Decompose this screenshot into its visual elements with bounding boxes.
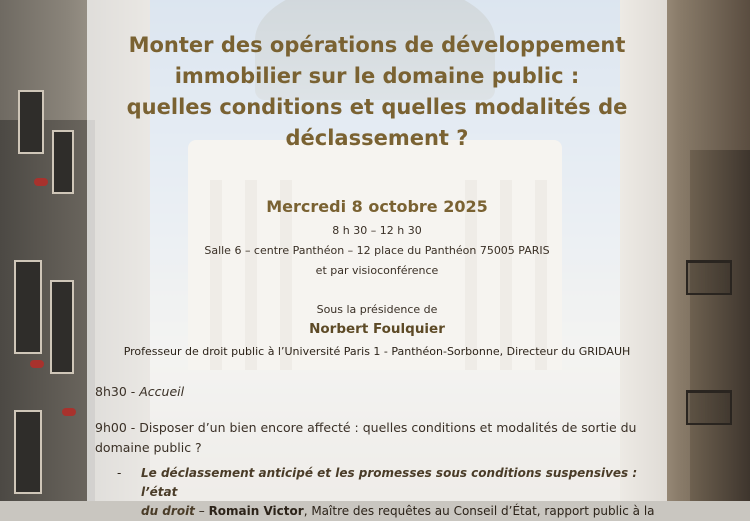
subitem-text — [141, 464, 662, 521]
flower-box — [30, 360, 44, 368]
bullet-dash: - — [117, 466, 122, 480]
title-line: immobilier sur le domaine public : — [174, 64, 580, 88]
window — [18, 90, 44, 154]
balcony — [686, 390, 732, 425]
window — [14, 410, 42, 494]
speaker-role: , Maître des requêtes au Conseil d’État, rapport public à la — [303, 504, 655, 518]
title-line: Monter des opérations de développement — [128, 33, 626, 57]
balcony — [686, 260, 732, 295]
program-label-cont: domaine public ? — [95, 440, 202, 455]
event-remote: et par visioconférence — [315, 264, 439, 277]
program-item-session-1 — [95, 418, 660, 458]
window — [52, 130, 74, 194]
program-label: Accueil — [139, 384, 185, 399]
right-building-shadow — [690, 150, 750, 501]
program-label: Disposer d’un bien encore affecté : quelles conditions et modalités de sortie du — [139, 420, 637, 435]
invitation-content — [87, 0, 667, 518]
presidency-intro: Sous la présidence de — [316, 303, 438, 316]
president-name: Norbert Foulquier — [309, 321, 445, 337]
event-title — [87, 30, 667, 154]
subitem-topic: Le déclassement anticipé et les promesses sous conditions suspensives : l’état — [141, 466, 638, 499]
event-time: 8 h 30 – 12 h 30 — [332, 224, 422, 237]
flower-box — [62, 408, 76, 416]
window — [50, 280, 74, 374]
event-date: Mercredi 8 octobre 2025 — [266, 197, 488, 216]
program-time: 9h00 - — [95, 420, 136, 435]
separator: – — [194, 504, 209, 518]
title-line: déclassement ? — [285, 126, 469, 150]
speaker-name: Romain Victor — [208, 504, 304, 518]
program-subitem — [117, 464, 662, 521]
flower-box — [34, 178, 48, 186]
program-item-accueil — [95, 382, 184, 402]
president-title: Professeur de droit public à l’Université Paris 1 - Panthéon-Sorbonne, Directeur du GRIDAUH — [123, 345, 631, 358]
subitem-topic-cont: du droit — [141, 504, 195, 518]
window — [14, 260, 42, 354]
title-line: quelles conditions et quelles modalités de — [126, 95, 628, 119]
event-venue: Salle 6 – centre Panthéon – 12 place du Panthéon 75005 PARIS — [204, 244, 550, 257]
program-time: 8h30 - — [95, 384, 136, 399]
